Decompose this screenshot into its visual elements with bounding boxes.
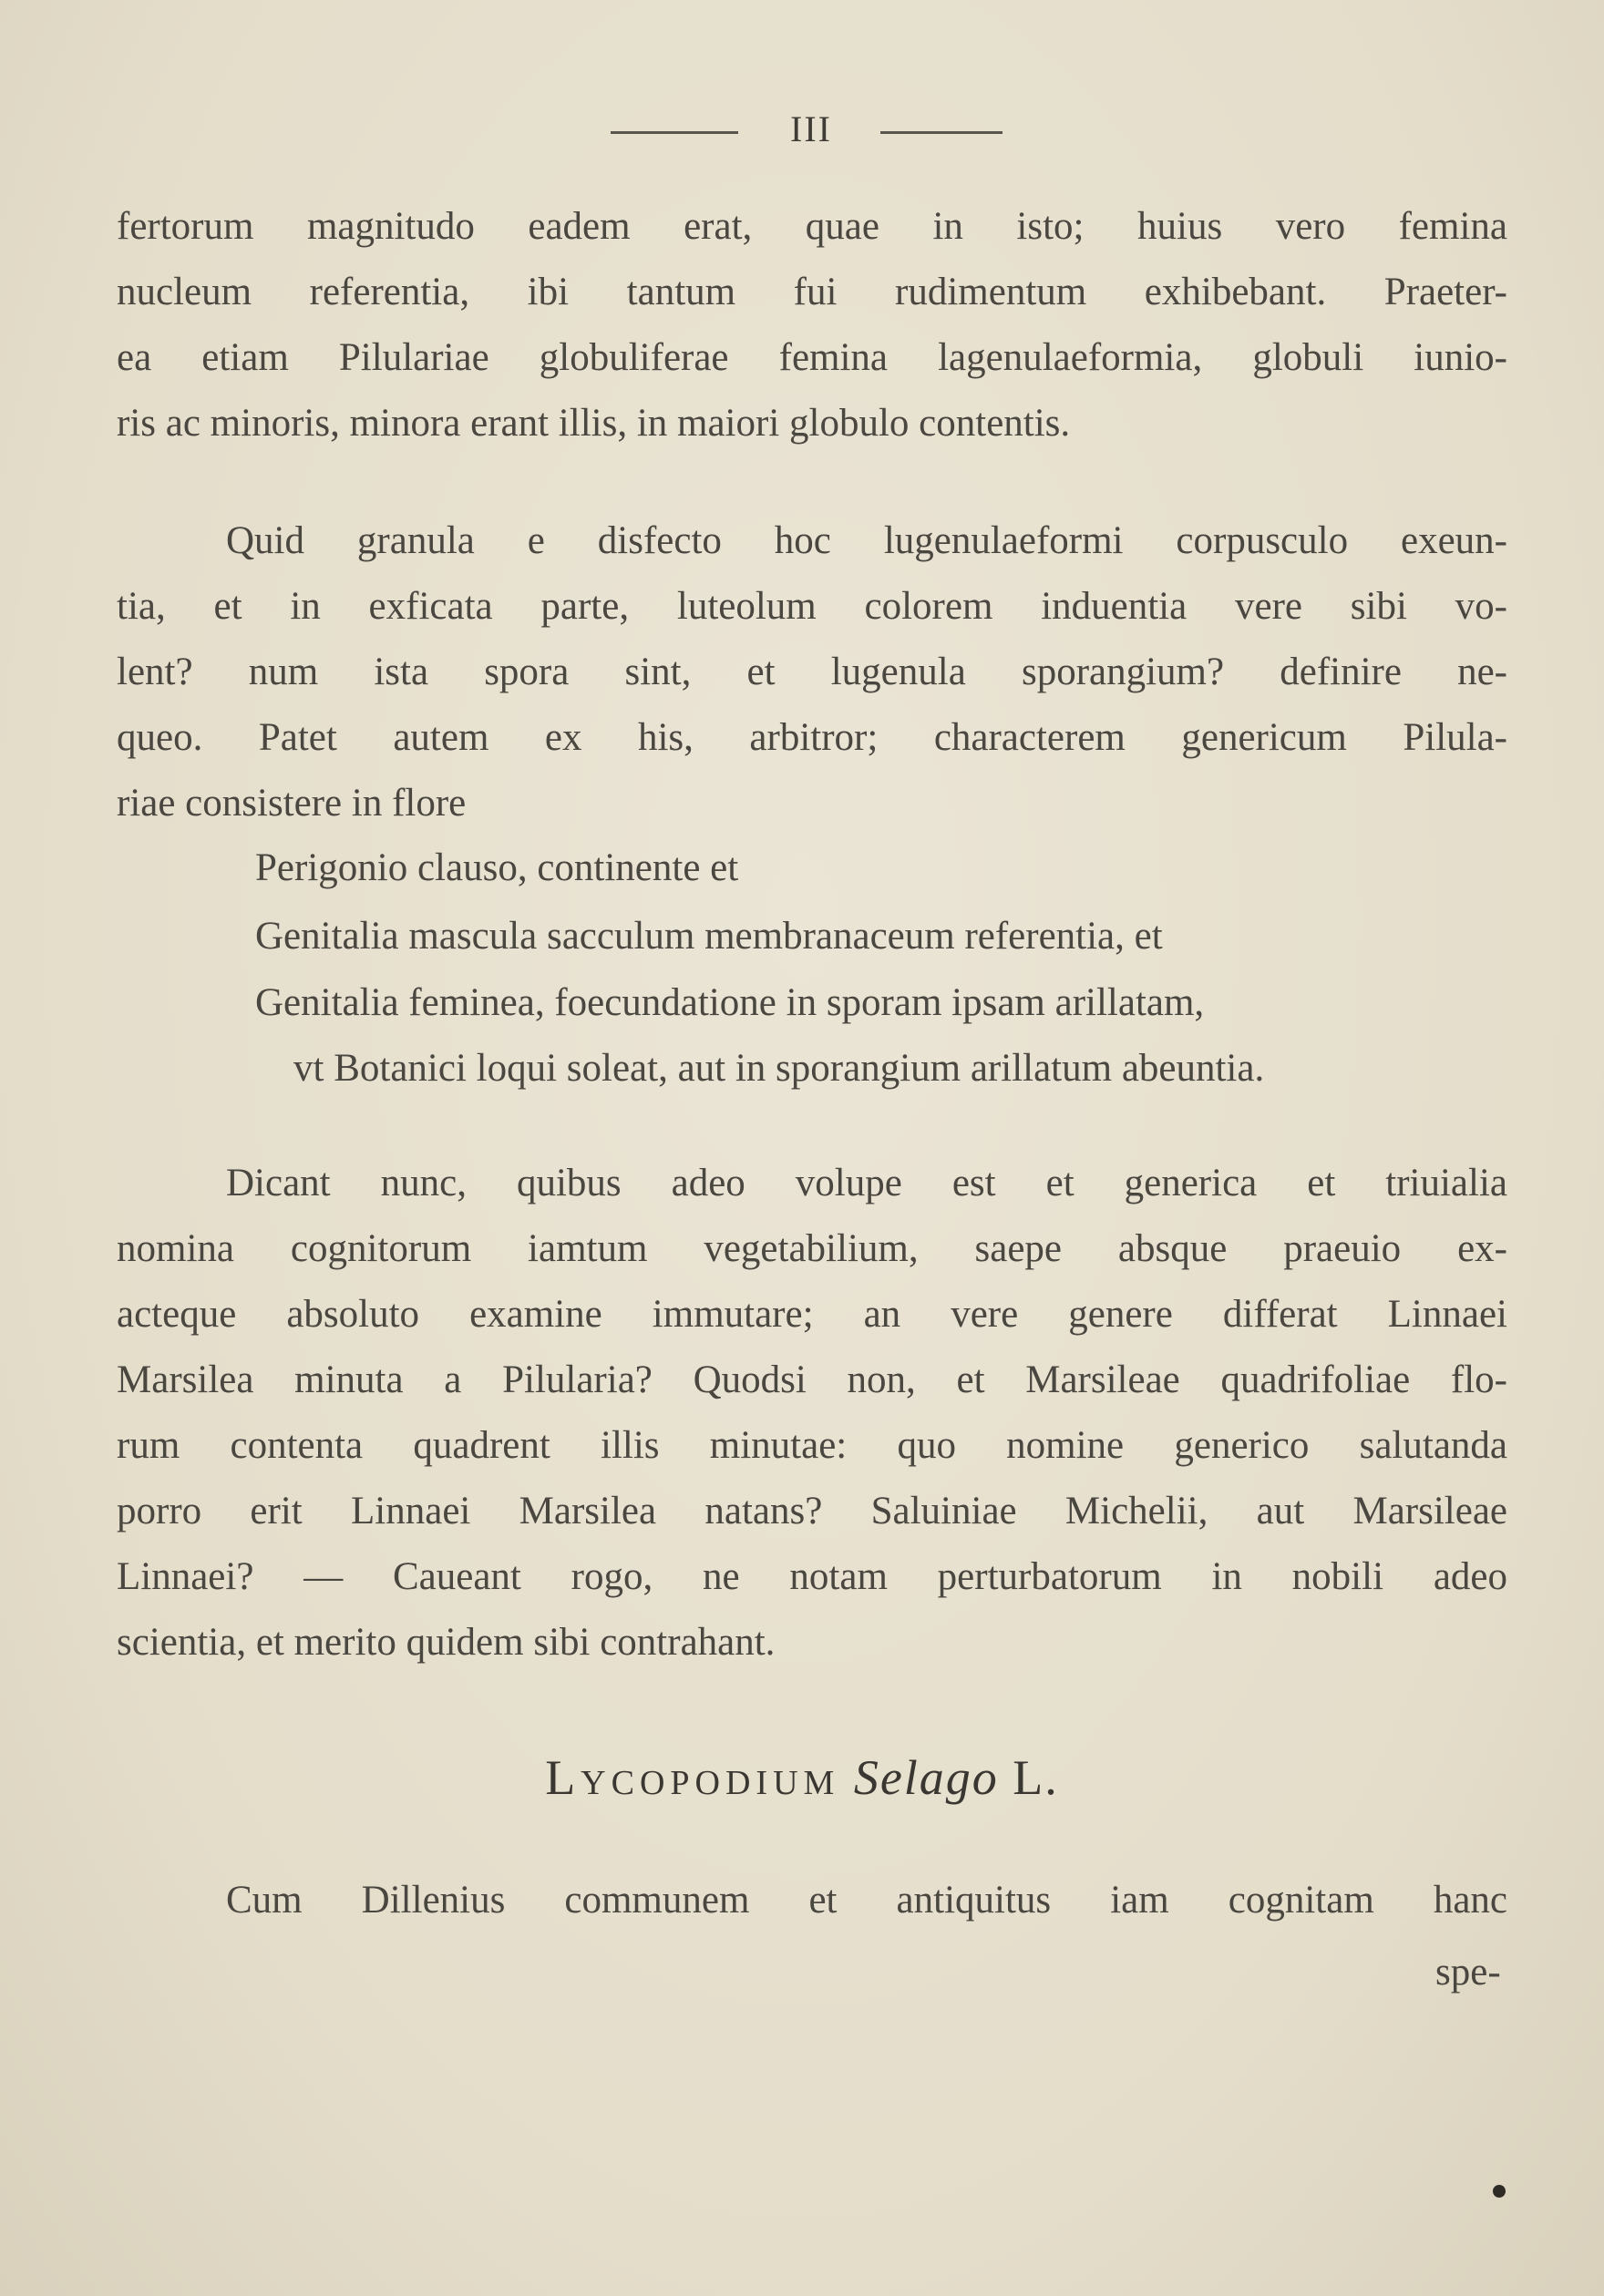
text-line: ea etiam Pilulariae globuliferae femina lagenulaeformia, globuli iunio- — [117, 336, 1507, 379]
paragraph-3 — [117, 1151, 1507, 1676]
text-line: nomina cognitorum iamtum vegetabilium, saepe absque praeuio ex- — [117, 1227, 1507, 1270]
text-line: Cum Dillenius communem et antiquitus iam cognitam hanc — [226, 1879, 1507, 1922]
text-line: tia, et in exficata parte, luteolum colorem induentia vere sibi vo- — [117, 585, 1507, 628]
header-rule-left — [611, 131, 738, 134]
text-line: Marsilea minuta a Pilularia? Quodsi non, et Marsileae quadrifoliae flo- — [117, 1358, 1507, 1401]
paragraph-4 — [117, 1868, 1507, 1933]
text-line: riae consistere in flore — [117, 782, 467, 825]
character-line: Perigonio clauso, continente et — [255, 846, 739, 889]
paragraph-2 — [117, 508, 1507, 836]
section-heading — [0, 1749, 1604, 1806]
paragraph-1 — [117, 194, 1507, 456]
character-line: Genitalia mascula sacculum membranaceum referentia, et — [255, 915, 1163, 958]
text-line: scientia, et merito quidem sibi contrahant. — [117, 1621, 776, 1664]
text-line: porro erit Linnaei Marsilea natans? Saluiniae Michelii, aut Marsileae — [117, 1490, 1507, 1532]
text-line: acteque absoluto examine immutare; an vere genere differat Linnaei — [117, 1293, 1507, 1336]
text-line: nucleum referentia, ibi tantum fui rudimentum exhibebant. Praeter- — [117, 271, 1507, 313]
text-line: lent? num ista spora sint, et lugenula sporangium? definire ne- — [117, 651, 1507, 693]
text-line: rum contenta quadrent illis minutae: quo nomine generico salutanda — [117, 1424, 1507, 1467]
header-rule-right — [880, 131, 1002, 134]
page-header — [0, 108, 1604, 153]
text-line: ris ac minoris, minora erant illis, in maiori globulo contentis. — [117, 402, 1071, 445]
heading-genus: Lycopodium — [545, 1750, 840, 1805]
heading-species: Selago — [853, 1750, 999, 1805]
page-number: III — [790, 108, 832, 149]
catchword: spe- — [1435, 1951, 1501, 1994]
heading-author: L. — [1013, 1750, 1059, 1805]
text-line: Dicant nunc, quibus adeo volupe est et generica et triuialia — [226, 1162, 1507, 1204]
ink-dot-mark — [1493, 2185, 1506, 2198]
character-line: Genitalia feminea, foecundatione in sporam ipsam arillatam, — [255, 981, 1205, 1024]
text-line: Linnaei? — Caueant rogo, ne notam perturbatorum in nobili adeo — [117, 1555, 1507, 1598]
text-line: fertorum magnitudo eadem erat, quae in isto; huius vero femina — [117, 205, 1507, 248]
character-line: vt Botanici loqui soleat, aut in sporangium arillatum abeuntia. — [293, 1047, 1265, 1090]
text-line: queo. Patet autem ex his, arbitror; characterem genericum Pilula- — [117, 716, 1507, 759]
text-line: Quid granula e disfecto hoc lugenulaeformi corpusculo exeun- — [226, 519, 1507, 562]
